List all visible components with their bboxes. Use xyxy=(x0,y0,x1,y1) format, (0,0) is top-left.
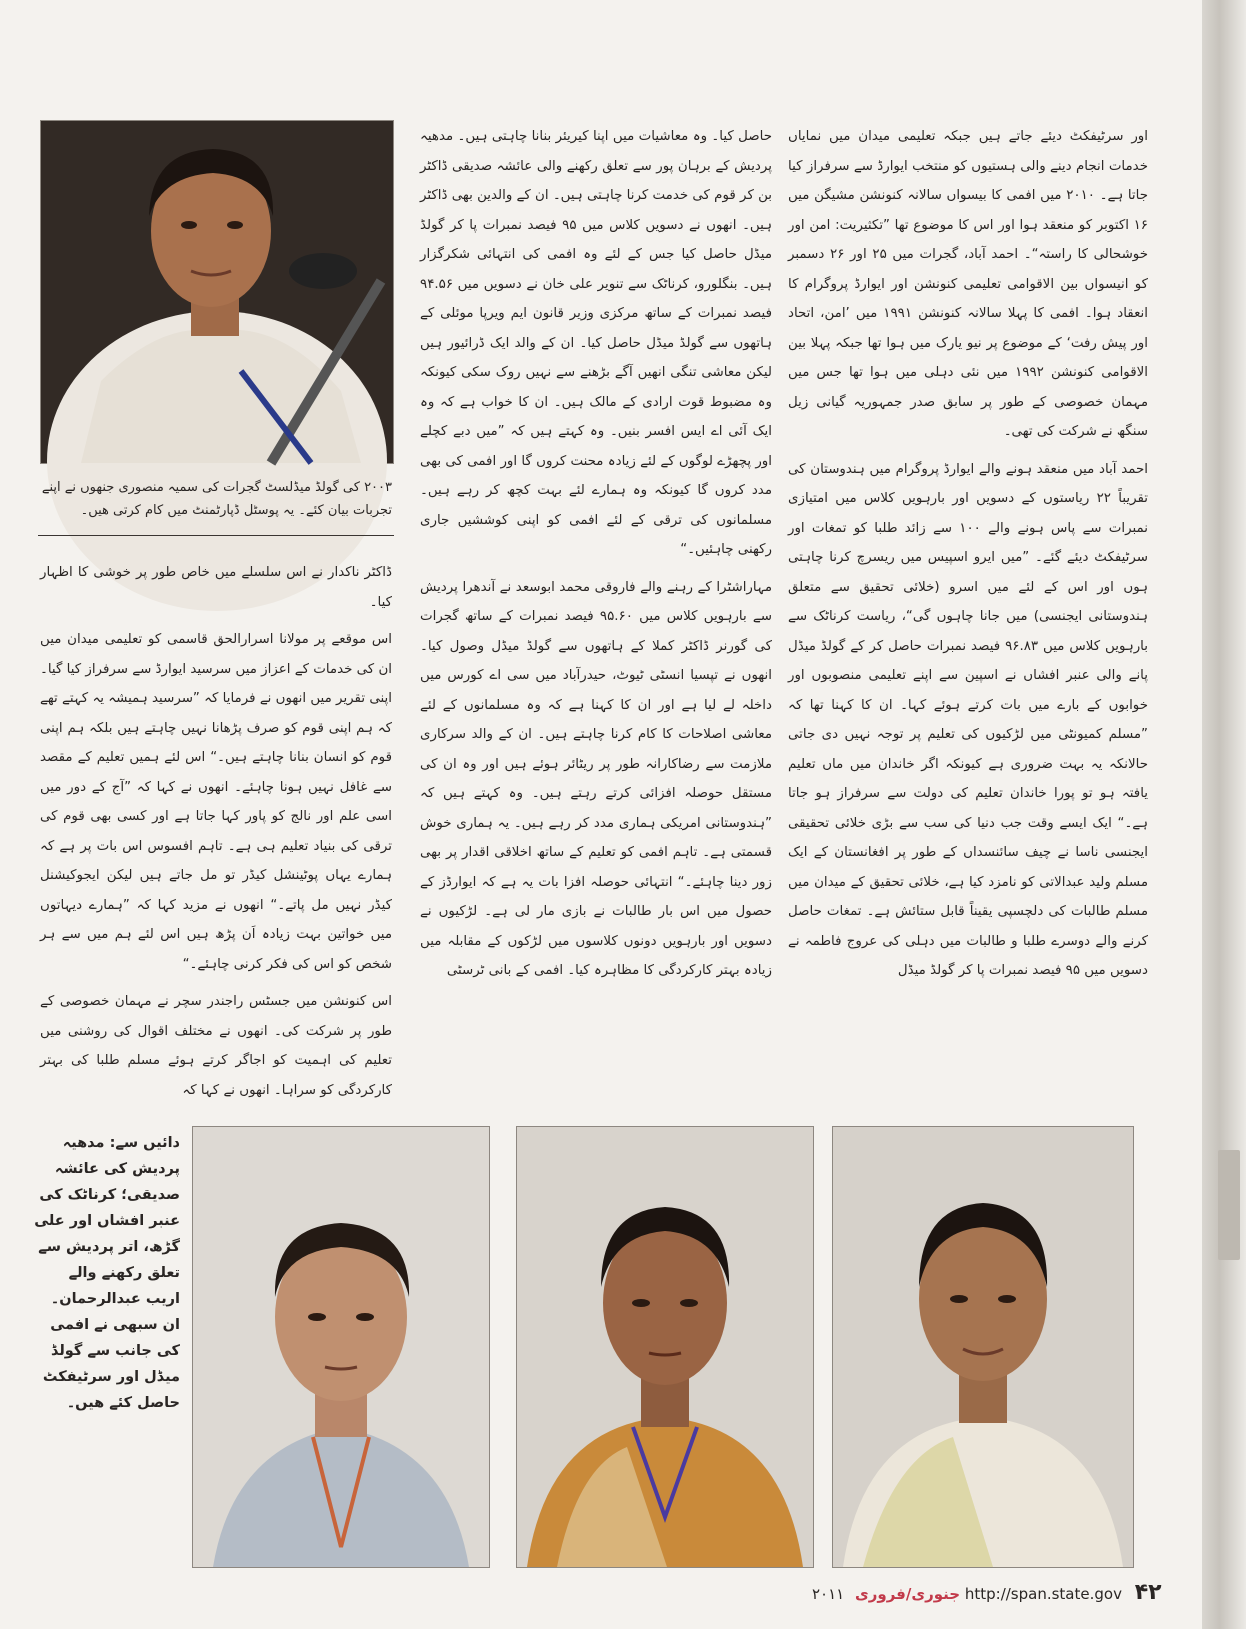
footer-year: ۲۰۱۱ xyxy=(812,1585,845,1603)
paragraph: ڈاکٹر ناکدار نے اس سلسلے میں خاص طور پر خوشی کا اظہار کیا۔ xyxy=(40,565,392,610)
spine-tab xyxy=(1218,1150,1240,1260)
text-column-middle xyxy=(420,122,772,1070)
footer-url[interactable]: http://span.state.gov xyxy=(964,1585,1122,1603)
speaker-photo xyxy=(40,120,394,464)
paragraph: اس موقعے پر مولانا اسرارالحق قاسمی کو تعلیمی میدان میں ان کی خدمات کے اعزاز میں سرسید ایوارڈ سے سرفراز کیا گیا۔ اپنی تقریر میں انھوں نے فرمایا کہ ”سرسید ہمیشہ یہ کہتے تھے کہ ہم اپنی قوم کو صرف پڑھانا نہیں چاہتے ہیں بلکہ ہم اپنی قوم کو انسان بنانا چاہتے ہیں۔“ اس لئے ہمیں تعلیم کے مقصد سے غافل نہیں ہونا چاہئے۔ انھوں نے کہا کہ ”آج کے دور میں اسی علم اور نالج کو پاور کہا جاتا ہے اور کسی بھی قوم کی ترقی کی بنیاد تعلیم ہی ہے۔ تاہم افسوس اس بات پر ہے کہ ہمارے یہاں پوٹینشل کیڈر تو مل جاتے ہیں لیکن ایجوکیشنل کیڈر نہیں مل پاتے۔“ انھوں نے مزید کہا کہ ”ہمارے دیہاتوں میں خواتین بہت زیادہ اَن پڑھ ہیں اس لئے ہم میں سے ہر شخص کو اس کی فکر کرنی چاہئے۔“ xyxy=(40,632,392,972)
text-column-right xyxy=(788,122,1148,1070)
paragraph: احمد آباد میں منعقد ہونے والے ایوارڈ پروگرام میں ہندوستان کی تقریباً ۲۲ ریاستوں کے دسویں اور بارہویں کلاس میں امتیازی نمبرات سے پاس ہونے والے ۱۰۰ سے زائد طلبا کو تمغات اور سرٹیفکٹ دیئے گئے۔ ”میں ایرو اسپیس میں ریسرچ کرنا چاہتی ہوں اور اس کے لئے میں اسرو (خلائی تحقیق سے متعلق ہندوستانی ایجنسی) میں جانا چاہوں گی“، ریاست کرناٹک سے بارہویں کلاس میں ۹۶.۸۳ فیصد نمبرات حاصل کر کے گولڈ میڈل پانے والی عنبر افشاں نے اسپین سے اپنے تعلیمی منصوبوں اور خوابوں کے بارے میں بات کرتے ہوئے کہا۔ ان کا کہنا تھا کہ ”مسلم کمیونٹی میں لڑکیوں کی تعلیم پر توجہ نہیں دی جاتی حالانکہ یہ بہت ضروری ہے کیونکہ اگر خاندان میں ماں تعلیم یافتہ ہو تو پورا خاندان تعلیم کی دولت سے سرفراز ہو جاتا ہے۔“ ایک ایسے وقت جب دنیا کی سب سے بڑی خلائی تحقیقی ایجنسی ناسا نے چیف سائنسداں کے طور پر افغانستان کے ایک مسلم ولید عبدالاتی کو نامزد کیا ہے، خلائی تحقیق کے میدان میں مسلم طالبات کی دلچسپی یقیناً قابل ستائش ہے۔ تمغات حاصل کرنے والے دوسرے طلبا و طالبات میں دہلی کی عروج فاطمہ نے دسویں میں ۹۵ فیصد نمبرات پا کر گولڈ میڈل xyxy=(788,461,1148,978)
student-boy-illustration xyxy=(193,1127,489,1567)
paragraph: حاصل کیا۔ وہ معاشیات میں اپنا کیریئر بنانا چاہتی ہیں۔ مدھیہ پردیش کے برہان پور سے تعلق رکھنے والی عائشہ صدیقی ڈاکٹر بن کر قوم کی خدمت کرنا چاہتی ہیں۔ ان کے والدین بھی ڈاکٹر ہیں۔ انھوں نے دسویں کلاس میں ۹۵ فیصد نمبرات پا کر گولڈ میڈل حاصل کیا جس کے لئے وہ افمی کی انتہائی شکرگزار ہیں۔ بنگلورو، کرناٹک سے تنویر علی خان نے دسویں میں ۹۴.۵۶ فیصد نمبرات کے ساتھ مرکزی وزیر قانون ایم ویرپا موئلی کے ہاتھوں سے گولڈ میڈل حاصل کیا۔ ان کے والد ایک ڈرائیور ہیں لیکن معاشی تنگی انھیں آگے بڑھنے سے نہیں روک سکی کیونکہ وہ مضبوط قوت ارادی کے مالک ہیں۔ ان کا خواب ہے کہ وہ ایک آئی اے ایس افسر بنیں۔ وہ کہتے ہیں کہ ”میں دبے کچلے اور پچھڑے لوگوں کے لئے زیادہ محنت کروں گا اور افمی کی بھی مدد کروں گا کیونکہ وہ ہمارے لئے بہت کچھ کر رہے ہیں۔ مسلمانوں کی ترقی کے لئے افمی کو اپنی کوششیں جاری رکھنی چاہئیں۔“ xyxy=(420,129,772,557)
student-right-girl-illustration xyxy=(833,1127,1133,1567)
footer-issue: جنوری/فروری xyxy=(855,1585,961,1603)
text-column-left xyxy=(40,558,392,1098)
paragraph: اور سرٹیفکٹ دیئے جاتے ہیں جبکہ تعلیمی میدان میں نمایاں خدمات انجام دینے والی ہستیوں کو منتخب ایوارڈ سے سرفراز کیا جاتا ہے۔ ۲۰۱۰ میں افمی کا بیسواں سالانہ کنونشن مشیگن میں ۱۶ اکتوبر کو منعقد ہوا اور اس کا موضوع تھا ”تکثیریت: امن اور خوشحالی کا راستہ“۔ احمد آباد، گجرات میں ۲۵ اور ۲۶ دسمبر کو انیسواں بین الاقوامی تعلیمی کنونشن اور ایوارڈ پروگرام کا انعقاد ہوا۔ افمی کا پہلا سالانہ کنونشن ۱۹۹۱ میں ’امن، اتحاد اور پیش رفت‘ کے موضوع پر نیو یارک میں ہوا تھا جبکہ پہلا بین الاقوامی کنونشن ۱۹۹۲ میں نئی دہلی میں ہوا تھا جس میں مہمان خصوصی کے طور پر سابق صدر جمہوریہ گیانی زیل سنگھ نے شرکت کی تھی۔ xyxy=(788,129,1148,439)
paragraph: اس کنونشن میں جسٹس راجندر سچر نے مہمان خصوصی کے طور پر شرکت کی۔ انھوں نے مختلف اقوال کی روشنی میں تعلیم کی اہمیت کو اجاگر کرتے ہوئے مسلم طلبا کی بہتر کارکردگی کو سراہا۔ انھوں نے کہا کہ xyxy=(40,994,392,1098)
student-photo-middle-girl xyxy=(516,1126,814,1568)
speaker-illustration xyxy=(41,121,393,463)
page-number: ۴۲ xyxy=(1134,1580,1162,1605)
paragraph: مہاراشٹرا کے رہنے والے فاروقی محمد ابوسعد نے آندھرا پردیش سے بارہویں کلاس میں ۹۵.۶۰ فیصد نمبرات کے ساتھ گجرات کی گورنر ڈاکٹر کملا کے ہاتھوں سے گولڈ میڈل وصول کیا۔ انھوں نے تپسیا انسٹی ٹیوٹ، حیدرآباد میں سی اے کورس میں داخلہ لے لیا ہے اور ان کا کہنا ہے کہ وہ مسلمانوں کے لئے معاشی اصلاحات کا کام کرنا چاہتے ہیں۔ ان کے والد سرکاری ملازمت سے رضاکارانہ طور پر ریٹائر ہوئے ہیں اور وہ ان کی مستقل حوصلہ افزائی کرتے رہتے ہیں۔ وہ کہتے ہیں کہ ”ہندوستانی امریکی ہماری مدد کر رہے ہیں۔ یہ ہماری خوش قسمتی ہے۔ تاہم افمی کو تعلیم کے ساتھ اخلاقی اقدار پر بھی زور دینا چاہئے۔“ انتہائی حوصلہ افزا بات یہ ہے کہ ایوارڈز کے حصول میں اس بار طالبات نے بازی مار لی ہے۔ لڑکیوں نے دسویں اور بارہویں دونوں کلاسوں میں لڑکوں کے مقابلہ میں زیادہ بہتر کارکردگی کا مظاہرہ کیا۔ افمی کے بانی ٹرسٹی xyxy=(420,579,773,978)
student-photo-boy xyxy=(192,1126,490,1568)
page-spine xyxy=(1202,0,1246,1629)
speaker-photo-caption: ۲۰۰۳ کی گولڈ میڈلسٹ گجرات کی سمیہ منصوری جنھوں نے اپنے تجربات بیان کئے۔ یہ پوسٹل ڈپارٹمنٹ میں کام کرتی ھیں۔ xyxy=(41,480,392,518)
student-middle-girl-illustration xyxy=(517,1127,813,1567)
page-footer xyxy=(812,1580,1162,1605)
students-caption: دائیں سے: مدھیہ پردیش کی عائشہ صدیقی؛ کرناٹک کی عنبر افشاں اور علی گڑھ، اتر پردیش سے تعلق رکھنے والے اریب عبدالرحمان۔ ان سبھی نے افمی کی جانب سے گولڈ میڈل اور سرٹیفکٹ حاصل کئے ھیں۔ xyxy=(34,1135,180,1411)
student-photo-right-girl xyxy=(832,1126,1134,1568)
caption-divider xyxy=(38,535,394,536)
